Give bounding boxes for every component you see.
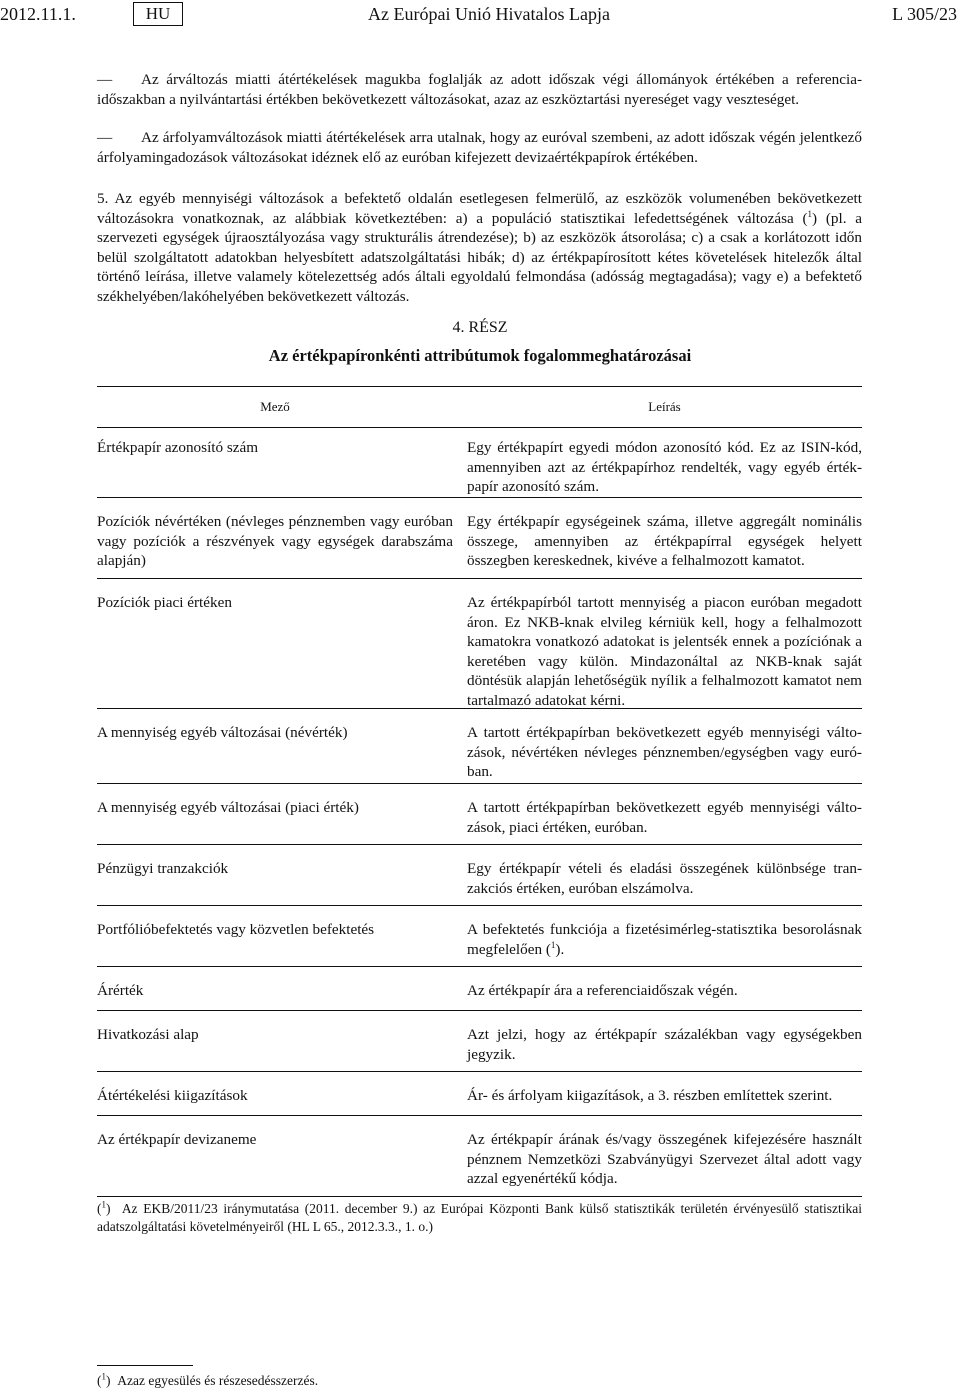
description-cell: Az értékpapírból tartott mennyiség a piacon euróban megadott áron. Ez NKB-knak elvileg kérniük kell, hogy a felhalmozott kamatokra vonatkozó adatokat is jelentsék ennek a pozíciónak a keretében vagy külön. Mindazonáltal az NKB-knak saját döntésük alapján lehetőségük nyílik a felhalmozott kamatot nem tartalmazó adatokat kérni. [467, 594, 862, 709]
field-cell: Pozíciók névértéken (névleges pénznemben vagy euróban vagy pozíciók a részvények vagy egységek darabszáma alapján) [97, 513, 453, 569]
table-footnote: ($^1$) Az EKB/2011/23 iránymutatása (2011. december 9.) az Európai Központi Bank külső statisztikák területén érvényesülő statisztikai adatszolgáltatási követelményeiről (HL L 65., 2012.3.3., 1. o.) [97, 1199, 862, 1234]
paragraph-5 [97, 189, 862, 306]
description-cell: Az értékpapír árának és/vagy összegének kifejezésére használt pénznem Nemzetközi Szabványügyi Szervezet által adott vagy azzal egyenértékű kódja. [467, 1131, 862, 1187]
footnote-separator [97, 1365, 193, 1366]
table-row [97, 845, 862, 906]
description-cell [467, 920, 862, 959]
table-row [97, 579, 862, 709]
table-footnote-text: Az EKB/2011/23 iránymutatása (2011. december 9.) az Európai Központi Bank külső statisztikák területén érvényesülő statisztikai adatszolgáltatási követelményeiről (HL L 65., 2012.3.3., 1. o.) [97, 1201, 862, 1234]
description-cell: Ár- és árfolyam kiigazítások, a 3. részben említettek szerint. [467, 1087, 833, 1104]
footnote-ref: 1 [807, 208, 813, 219]
dash-item-text: Az árfolyamváltozások miatti átértékelések arra utalnak, hogy az euróval szembeni, az adott időszak végén jelentkező árfolyamingadozások változásokat idéznek elő az euróban kifejezett devizaértékpapírok értékében. [97, 129, 862, 166]
field-cell: Pénzügyi tranzakciók [97, 860, 229, 877]
page-reference: L 305/23 [892, 4, 957, 24]
table-row [97, 1011, 862, 1072]
field-cell: A mennyiség egyéb változásai (névérték) [97, 724, 348, 741]
paragraph-number: 5. [97, 190, 109, 207]
description-cell: Egy értékpapír egységeinek száma, illetve aggregált nominális összege, amennyiben az értékpapírral egységek helyett összegben kereskednek, kivéve a felhalmozott kamatot. [467, 513, 862, 569]
footnote-marker: 1 [101, 1371, 106, 1382]
publication-date: 2012.11.1. [0, 4, 76, 24]
description-cell: Egy értékpapír vételi és eladási összegének különbsége tran-zakciós értéken, euróban elszámolva. [467, 860, 862, 897]
paragraph-text-part1: Az egyéb mennyiségi változások a befektető oldalán esetlegesen felmerülő, az eszközök volumenében bekövetkezett változásokra vonatkoznak, az alábbiak következtében: a) a populáció statisztikai lefedettségének változása ( [97, 190, 862, 227]
table-row [97, 1116, 862, 1197]
description-cell: Egy értékpapírt egyedi módon azonosító kód. Ez az ISIN-kód, amennyiben azt az értékpapírhoz rendelték, vagy egyéb érték-papír azonosító szám. [467, 439, 862, 495]
table-row [97, 1072, 862, 1116]
description-cell: Azt jelzi, hogy az értékpapír százalékban vagy egységekben jegyzik. [467, 1026, 862, 1063]
page-footnote-text: Azaz egyesülés és részesedésszerzés. [117, 1373, 319, 1388]
table-row [97, 428, 862, 498]
column-header-field: Mező [260, 399, 290, 414]
dash-marker: — [97, 129, 113, 146]
dash-item-text: Az árváltozás miatti átértékelések magukba foglalják az adott időszak végi állományok értékében a referencia-időszakban a nyilvántartási értékben bekövetkezett változásokat, azaz az eszköztartási nyereséget vagy veszteséget. [97, 71, 862, 108]
description-cell: A tartott értékpapírban bekövetkezett egyéb mennyiségi válto-zások, névértéken névleges pénznemben/egységben vagy euró-ban. [467, 724, 862, 780]
table-row [97, 498, 862, 579]
description-cell: Az értékpapír ára a referenciaidőszak végén. [467, 982, 738, 999]
description-cell: A tartott értékpapírban bekövetkezett egyéb mennyiségi válto-zások, piaci értéken, euróban. [467, 799, 862, 836]
footnote-ref: 1 [550, 939, 556, 950]
dash-item-revaluation-price [97, 70, 862, 109]
table-header [97, 386, 862, 428]
field-cell: Portfólióbefektetés vagy közvetlen befektetés [97, 921, 375, 938]
column-header-description: Leírás [648, 399, 681, 414]
definitions-table [97, 386, 862, 1197]
dash-item-revaluation-exchange [97, 128, 862, 167]
dash-marker: — [97, 71, 113, 88]
field-cell: Árérték [97, 982, 144, 999]
footnote-marker: 1 [101, 1199, 106, 1210]
section-title: Az értékpapíronkénti attribútumok fogalommeghatározásai [268, 346, 692, 365]
paragraph-text-part2: ) (pl. a szervezeti egységek újraosztályozása vagy strukturális átrendezése); b) az eszközök átsorolása; c) a csak a korlátozott időn belül szolgáltatott adatokban helyesbített adatszolgáltatási hibák; d) az értékpapírosított kétes követelések hitelezők által történő leírása, illetve valamely kötelezettség adós általi egyoldalú felmondása (adósság megtagadása); vagy e) a befektető székhelyében/lakóhelyében bekövetkezett változás. [97, 209, 862, 305]
page-header [0, 2, 960, 26]
field-cell: Átértékelési kiigazítások [97, 1087, 248, 1104]
part-number: 4. RÉSZ [452, 319, 508, 336]
table-row [97, 906, 862, 967]
table-row [97, 967, 862, 1011]
table-row [97, 784, 862, 845]
page-footnote: ($^1$) Azaz egyesülés és részesedésszerzés. [97, 1371, 319, 1388]
field-cell: Az értékpapír devizaneme [97, 1131, 257, 1148]
field-cell: Hivatkozási alap [97, 1026, 199, 1043]
language-badge: HU [133, 2, 183, 26]
description-text: A befektetés funkciója a fizetésimérleg-statisztika besorolásnak megfelelően ( [467, 921, 862, 958]
field-cell: Értékpapír azonosító szám [97, 439, 259, 456]
journal-title: Az Európai Unió Hivatalos Lapja [368, 4, 610, 24]
field-cell: A mennyiség egyéb változásai (piaci érték) [97, 799, 359, 816]
table-row [97, 709, 862, 784]
description-text-end: ). [555, 940, 565, 958]
field-cell: Pozíciók piaci értéken [97, 594, 232, 611]
